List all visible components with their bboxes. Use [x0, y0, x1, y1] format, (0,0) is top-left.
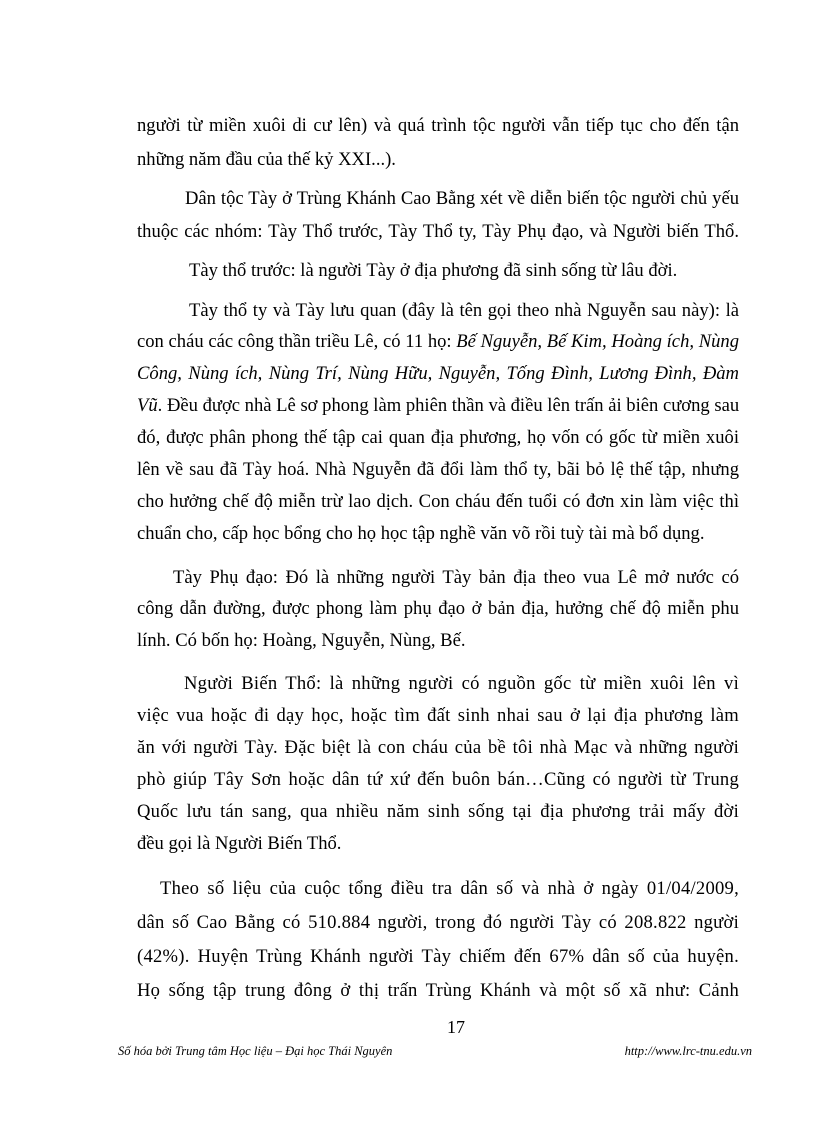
body-line: Người Biến Thổ: là những người có nguồn gốc từ miền xuôi lên vì: [184, 673, 739, 694]
body-line: người từ miền xuôi di cư lên) và quá trình tộc người vẫn tiếp tục cho đến tận: [137, 115, 739, 136]
body-line: Tày thổ trước: là người Tày ở địa phương đã sinh sống từ lâu đời.: [189, 260, 678, 281]
body-line: Quốc lưu tán sang, qua nhiều năm sinh sống tại địa phương trải mấy đời: [137, 801, 739, 822]
body-line: Tày thổ ty và Tày lưu quan (đây là tên gọi theo nhà Nguyễn sau này): là: [189, 300, 739, 321]
body-line: Dân tộc Tày ở Trùng Khánh Cao Bằng xét về diễn biến tộc người chủ yếu: [185, 188, 739, 209]
footer-url[interactable]: http://www.lrc-tnu.edu.vn: [624, 1044, 752, 1058]
body-line: ăn với người Tày. Đặc biệt là con cháu của bề tôi nhà Mạc và những người: [137, 737, 739, 758]
body-line-text: con cháu các công thần triều Lê, có 11 họ:: [137, 331, 457, 352]
body-line: việc vua hoặc đi dạy học, hoặc tìm đất sinh nhai sau ở lại địa phương làm: [137, 705, 739, 726]
body-line: Tày Phụ đạo: Đó là những người Tày bản địa theo vua Lê mở nước có: [173, 567, 739, 588]
body-line: phò giúp Tây Sơn hoặc dân tứ xứ đến buôn bán…Cũng có người từ Trung: [137, 769, 739, 790]
body-line: đó, được phân phong thế tập cai quan địa phương, họ vốn có gốc từ miền xuôi: [137, 427, 739, 448]
body-line: [137, 394, 739, 418]
page-number: 17: [447, 1017, 465, 1037]
family-names: Bế Nguyễn, Bế Kim, Hoàng ích, Nùng: [456, 331, 739, 352]
body-line: [137, 330, 739, 354]
body-line: lính. Có bốn họ: Hoàng, Nguyễn, Nùng, Bế.: [137, 630, 466, 651]
body-line: (42%). Huyện Trùng Khánh người Tày chiếm đến 67% dân số của huyện.: [137, 946, 739, 967]
body-line: dân số Cao Bằng có 510.884 người, trong đó người Tày có 208.822 người: [137, 912, 739, 933]
body-line: thuộc các nhóm: Tày Thổ trước, Tày Thổ ty, Tày Phụ đạo, và Người biến Thổ.: [137, 221, 739, 242]
body-line: Công, Nùng ích, Nùng Trí, Nùng Hữu, Nguyễn, Tống Đình, Lương Đình, Đàm: [137, 363, 739, 384]
footer-source: Số hóa bởi Trung tâm Học liệu – Đại học Thái Nguyên: [118, 1044, 393, 1058]
body-line: chuẩn cho, cấp học bổng cho họ học tập nghề văn võ rồi tuỳ tài mà bổ dụng.: [137, 523, 705, 544]
body-line: Theo số liệu của cuộc tổng điều tra dân số và nhà ở ngày 01/04/2009,: [160, 878, 739, 899]
body-line: cho hưởng chế độ miễn trừ lao dịch. Con cháu đến tuổi có đơn xin làm việc thì: [137, 491, 739, 512]
body-line-text: . Đều được nhà Lê sơ phong làm phiên thần và điều lên trấn ải biên cương sau: [157, 395, 740, 416]
body-line: những năm đầu của thế kỷ XXI...).: [137, 149, 396, 170]
body-line: công dẫn đường, được phong làm phụ đạo ở bản địa, hưởng chế độ miễn phu: [137, 598, 739, 619]
body-line: đều gọi là Người Biến Thổ.: [137, 833, 342, 854]
body-line: lên về sau đã Tày hoá. Nhà Nguyễn đã đổi làm thổ ty, bãi bỏ lệ thế tập, nhưng: [137, 459, 739, 480]
family-names: Vũ: [137, 395, 158, 416]
body-line: Họ sống tập trung đông ở thị trấn Trùng Khánh và một số xã như: Cảnh: [137, 980, 739, 1001]
